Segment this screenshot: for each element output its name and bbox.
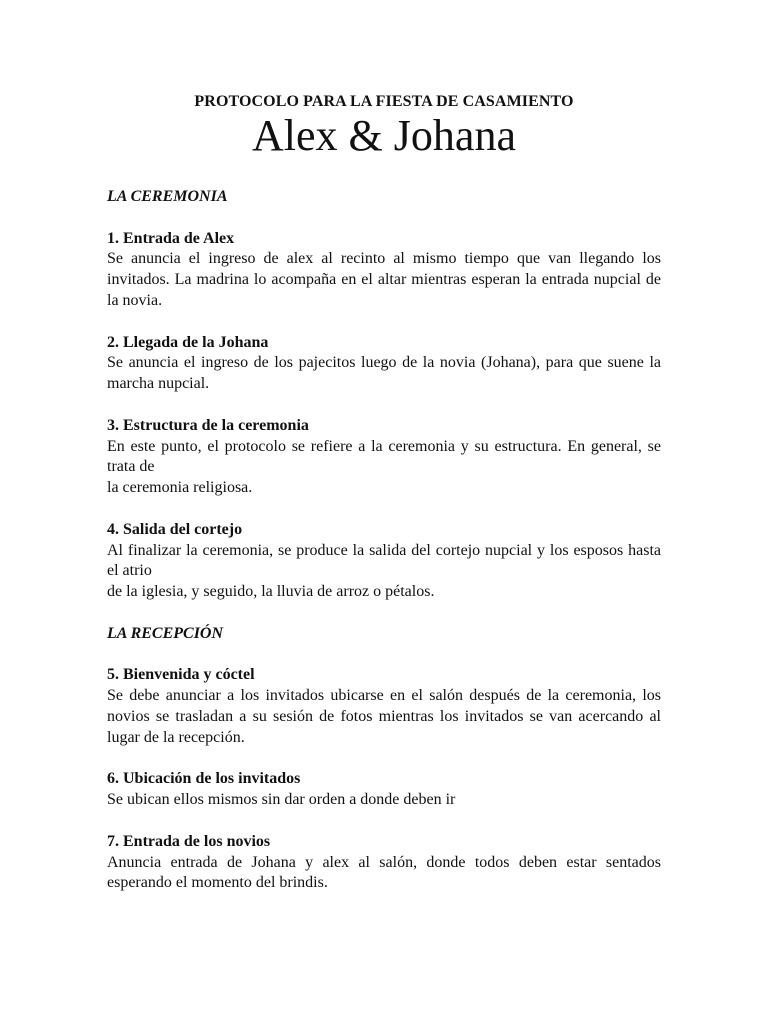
- item-title: 2. Llegada de la Johana: [107, 333, 269, 351]
- item-title: 6. Ubicación de los invitados: [107, 770, 301, 788]
- section-heading-ceremonia: LA CEREMONIA: [107, 188, 228, 205]
- item-body: En este punto, el protocolo se refiere a la ceremonia y su estructura. En general, se trata de la ceremonia religiosa.: [107, 437, 661, 497]
- protocol-item: [107, 665, 661, 748]
- item-body: Se anuncia el ingreso de los pajecitos luego de la novia (Johana), para que suene la marcha nupcial.: [107, 354, 661, 393]
- document-title: Alex & Johana: [252, 111, 516, 160]
- protocol-item: [107, 832, 661, 894]
- item-body: Al finalizar la ceremonia, se produce la salida del cortejo nupcial y los esposos hasta el atrio de la iglesia, y seguido, la lluvia de arroz o pétalos.: [107, 541, 661, 601]
- item-body: Se debe anunciar a los invitados ubicarse en el salón después de la ceremonia, los novios se trasladan a su sesión de fotos mientras los invitados se van acercando al lugar de la recepción.: [107, 687, 661, 746]
- document-body: [107, 187, 661, 915]
- document-subtitle: PROTOCOLO PARA LA FIESTA DE CASAMIENTO: [194, 93, 574, 110]
- item-title: 3. Estructura de la ceremonia: [107, 416, 309, 434]
- protocol-item: [107, 769, 661, 811]
- item-title: 4. Salida del cortejo: [107, 520, 243, 538]
- item-body: Se anuncia el ingreso de alex al recinto al mismo tiempo que van llegando los invitados. La madrina lo acompaña en el altar mientras esperan la entrada nupcial de la novia.: [107, 250, 661, 309]
- protocol-item: [107, 520, 661, 603]
- item-title: 7. Entrada de los novios: [107, 832, 271, 850]
- item-title: 5. Bienvenida y cóctel: [107, 666, 255, 684]
- item-title: 1. Entrada de Alex: [107, 229, 235, 247]
- document-header: [0, 92, 768, 160]
- section-heading-recepcion: LA RECEPCIÓN: [107, 624, 224, 642]
- item-body: Se ubican ellos mismos sin dar orden a donde deben ir: [107, 791, 456, 809]
- item-body: Anuncia entrada de Johana y alex al salón, donde todos deben estar sentados esperando el momento del brindis.: [107, 853, 661, 892]
- protocol-item: [107, 333, 661, 395]
- protocol-item: [107, 416, 661, 499]
- protocol-item: [107, 229, 661, 312]
